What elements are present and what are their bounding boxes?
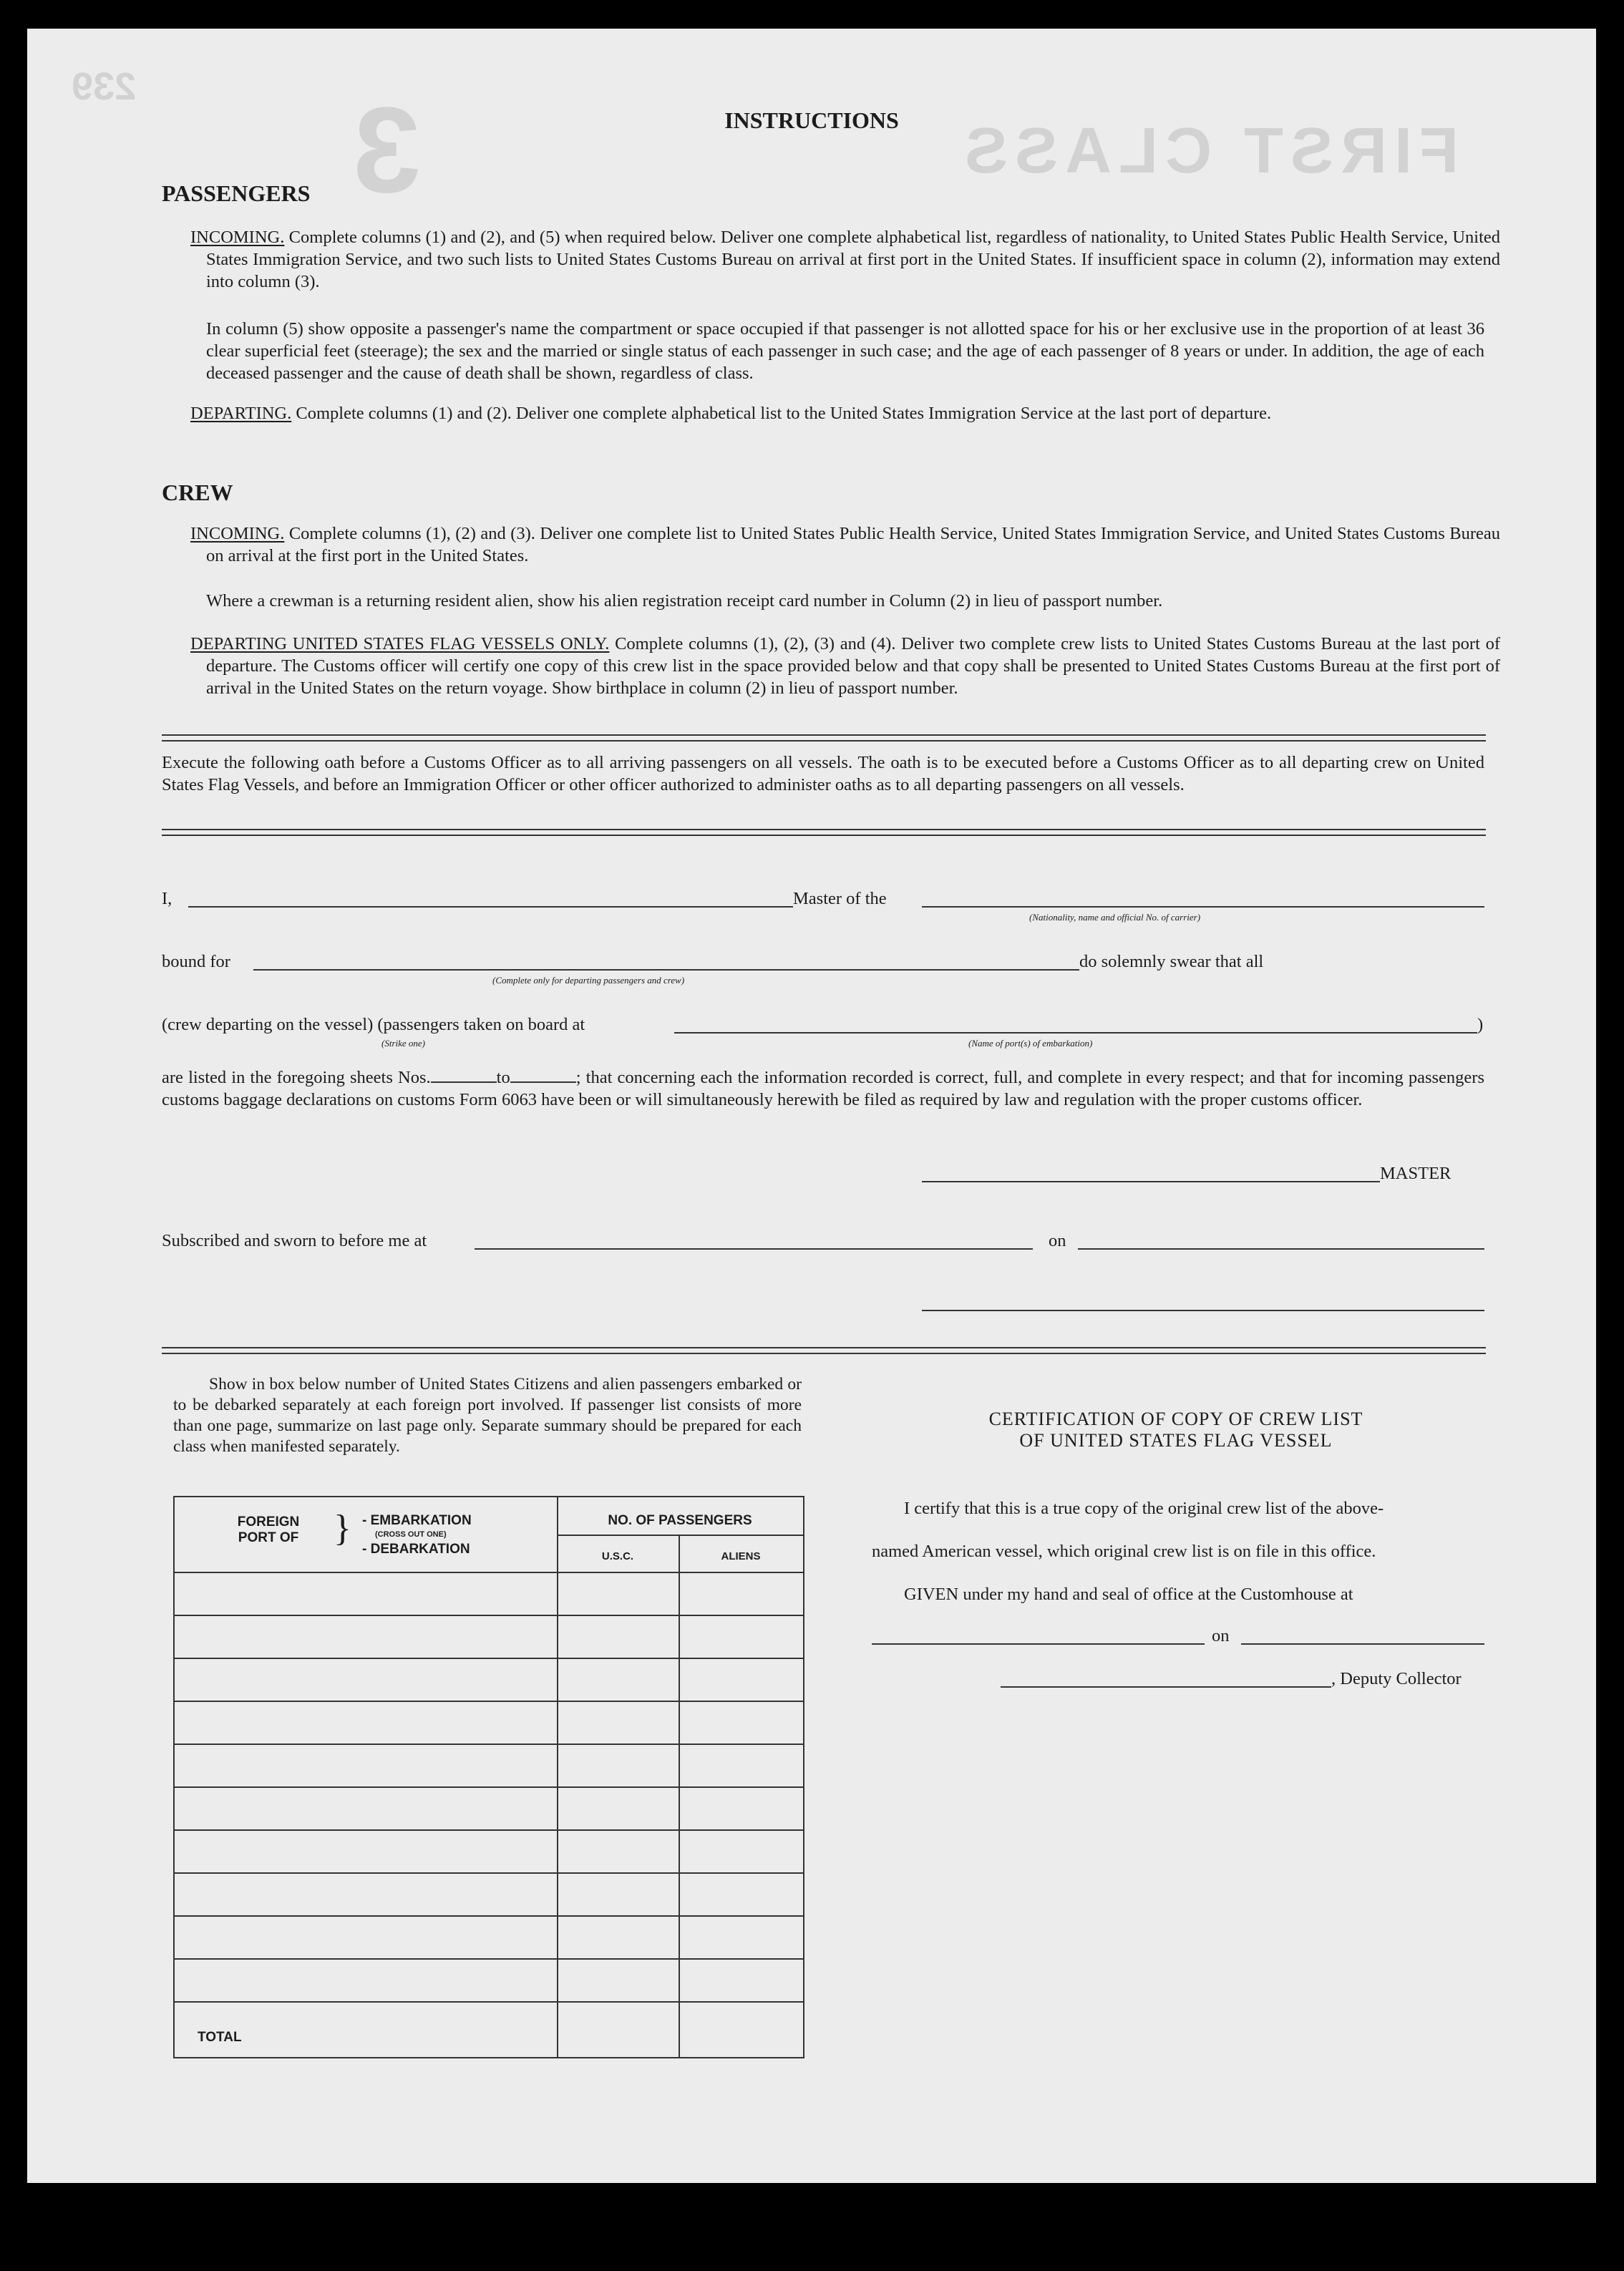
passengers-departing-paragraph	[190, 402, 1500, 424]
no-of-passengers-header: NO. OF PASSENGERS	[608, 1513, 752, 1528]
bleed-through-class: FIRST CLASS	[958, 115, 1459, 187]
crew-departing-paragraph	[190, 633, 1500, 699]
sheet-from-field[interactable]	[431, 1081, 497, 1083]
passengers-column5-paragraph: In column (5) show opposite a passenger's name the compartment or space occupied if that passenger is not allotted space for his or her exclusive use in the proportion of at least 36 clear superficial feet (steerage); the sex and the married or single status of each passenger in such case; and the age of each passenger of 8 years or under. In addition, the age of each deceased passenger and the cause of death shall be shown, regardless of class.	[206, 319, 1484, 383]
crew-departing-text: Complete columns (1), (2), (3) and (4). Deliver two complete crew lists to United States Customs Bureau at the last port of departure. The Customs officer will certify one copy of this crew list in the space provided below and that copy shall be presented to United States Customs Bureau at the first port of arrival in the United States on the return voyage. Show birthplace in column (2) in lieu of passport number.	[206, 634, 1500, 698]
foreign-port-header: FOREIGN PORT OF	[237, 1514, 300, 1545]
deputy-collector-label: , Deputy Collector	[1331, 1669, 1462, 1688]
crew-incoming-lead: INCOMING.	[190, 524, 285, 543]
section-heading-crew: CREW	[162, 480, 233, 505]
ports-embarkation-note: (Name of port(s) of embarkation)	[968, 1038, 1093, 1049]
table-divider	[175, 1872, 803, 1874]
passengers-incoming-text: Complete columns (1) and (2), and (5) when required below. Deliver one complete alphabetical list, regardless of nationality, to United States Public Health Service, United States Immigration Service, and two such lists to United States Customs Bureau on arrival at first port in the United States. If insufficient space in column (2), information may extend into column (3).	[206, 228, 1500, 291]
certification-date-field[interactable]	[1241, 1643, 1484, 1645]
double-rule	[162, 734, 1486, 741]
passengers-incoming-lead: INCOMING.	[190, 228, 285, 247]
certification-text-1: I certify that this is a true copy of the original crew list of the above-	[904, 1499, 1384, 1518]
ports-embarkation-field[interactable]	[674, 1032, 1477, 1034]
table-divider	[175, 1572, 803, 1573]
certification-text-2: named American vessel, which original crew list is on file in this office.	[872, 1542, 1376, 1561]
subscribed-label: Subscribed and sworn to before me at	[162, 1231, 427, 1250]
table-divider	[175, 1744, 803, 1745]
bound-for-field[interactable]	[253, 969, 1079, 971]
table-divider	[175, 1829, 803, 1831]
bleed-through-digit: 3	[353, 82, 421, 218]
table-divider	[557, 1535, 803, 1536]
usc-header: U.S.C.	[601, 1550, 634, 1562]
subscribed-on-field[interactable]	[1078, 1248, 1484, 1250]
oath-listed-paragraph: are listed in the foregoing sheets Nos. to ; that concerning each the information recorded is correct, full, and complete in every respect; and that for incoming passengers customs baggage declarations on customs Form 6063 have been or will simultaneously herewith be filed as required by law and regulation with the proper customs officer.	[162, 1068, 1484, 1109]
table-divider	[175, 1701, 803, 1702]
table-divider	[175, 1615, 803, 1616]
sheet-to-field[interactable]	[510, 1081, 576, 1083]
passengers-incoming-paragraph	[190, 226, 1500, 293]
master-name-field[interactable]	[188, 906, 793, 908]
section-heading-passengers: PASSENGERS	[162, 180, 311, 206]
bleed-through-number: 239	[72, 65, 137, 108]
crew-resident-alien-paragraph: Where a crewman is a returning resident alien, show his alien registration receipt card number in Column (2) in lieu of passport number.	[206, 591, 1163, 611]
aliens-header: ALIENS	[721, 1550, 761, 1562]
crew-departing-lead: DEPARTING UNITED STATES FLAG VESSELS ONLY.	[190, 634, 610, 653]
page-title: INSTRUCTIONS	[724, 107, 899, 133]
certification-on-label: on	[1212, 1626, 1230, 1645]
crew-incoming-paragraph	[190, 522, 1500, 567]
embarkation-header: - EMBARKATION	[362, 1513, 472, 1528]
table-divider	[175, 1915, 803, 1917]
customhouse-field[interactable]	[872, 1643, 1205, 1645]
table-divider	[175, 1958, 803, 1960]
passenger-summary-table	[173, 1496, 804, 2058]
crew-incoming-text: Complete columns (1), (2) and (3). Deliver one complete list to United States Public Health Service, United States Immigration Service, and United States Customs Bureau on arrival at the first port in the United States.	[206, 524, 1500, 565]
brace: }	[334, 1508, 351, 1549]
subscribed-on-label: on	[1049, 1231, 1066, 1250]
carrier-note: (Nationality, name and official No. of carrier)	[1029, 912, 1201, 923]
form-page	[27, 29, 1596, 2183]
passengers-departing-text: Complete columns (1) and (2). Deliver one complete alphabetical list to the United States Immigration Service at the last port of departure.	[296, 404, 1272, 423]
strike-one-note: (Strike one)	[381, 1038, 426, 1049]
master-signature-field[interactable]	[922, 1181, 1380, 1182]
oath-solemnly-label: do solemnly swear that all	[1079, 952, 1264, 971]
oath-bound-for-label: bound for	[162, 952, 230, 971]
double-rule	[162, 829, 1486, 836]
table-divider	[679, 1535, 680, 2057]
master-signature-label: MASTER	[1380, 1164, 1452, 1183]
table-divider	[175, 1658, 803, 1659]
closing-paren: )	[1477, 1015, 1484, 1034]
double-rule	[162, 1347, 1486, 1354]
debarkation-header: - DEBARKATION	[362, 1542, 470, 1557]
oath-master-of-label: Master of the	[793, 889, 887, 908]
total-label: TOTAL	[198, 2030, 242, 2045]
table-divider	[557, 1497, 558, 2057]
bound-for-note: (Complete only for departing passengers and crew)	[492, 975, 685, 986]
carrier-field[interactable]	[922, 906, 1484, 908]
summary-instruction-paragraph: Show in box below number of United States Citizens and alien passengers embarked or to be debarked separately at each foreign port involved. If passenger list consists of more than one page, summarize on last page only. Separate summary should be prepared for each class when manifested separately.	[173, 1375, 802, 1456]
cross-out-note: (CROSS OUT ONE)	[375, 1530, 447, 1539]
table-divider	[175, 2001, 803, 2003]
oath-instruction-paragraph: Execute the following oath before a Customs Officer as to all arriving passengers on all vessels. The oath is to be executed before a Customs Officer as to all departing crew on United States Flag Vessels, and before an Immigration Officer or other officer authorized to administer oaths as to all departing passengers on all vessels.	[162, 753, 1484, 794]
deputy-collector-field[interactable]	[1001, 1686, 1331, 1688]
table-divider	[175, 1786, 803, 1788]
officer-signature-field[interactable]	[922, 1310, 1484, 1311]
certification-heading: CERTIFICATION OF COPY OF CREW LIST OF UNITED STATES FLAG VESSEL	[988, 1409, 1363, 1451]
subscribed-at-field[interactable]	[475, 1248, 1033, 1250]
oath-i-label: I,	[162, 889, 172, 908]
passengers-departing-lead: DEPARTING.	[190, 404, 292, 423]
certification-given: GIVEN under my hand and seal of office at the Customhouse at	[904, 1585, 1353, 1604]
oath-crew-passengers-label: (crew departing on the vessel) (passengers taken on board at	[162, 1015, 585, 1034]
